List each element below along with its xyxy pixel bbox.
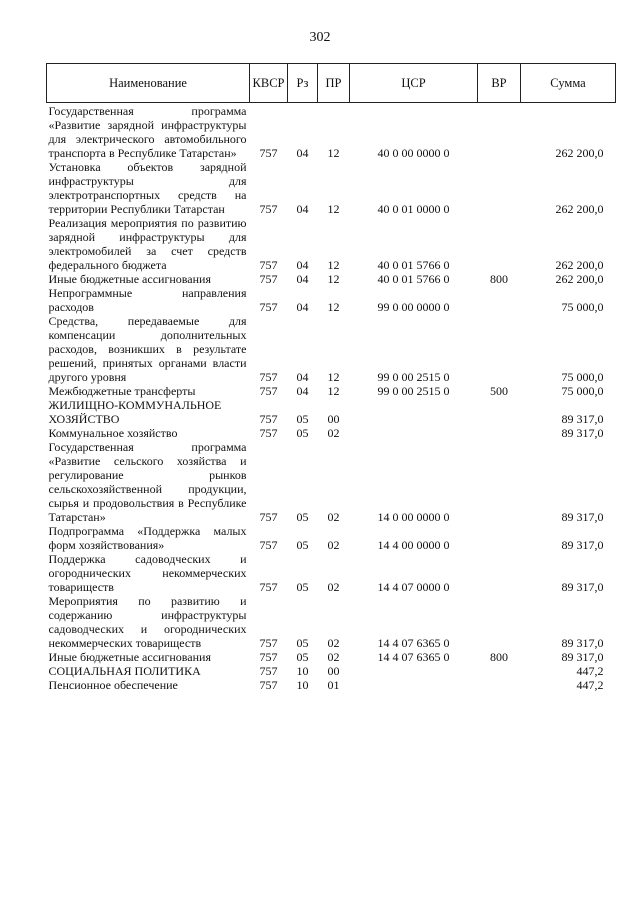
row-vr bbox=[478, 160, 521, 216]
row-csr: 40 0 00 0000 0 bbox=[377, 146, 450, 160]
row-kvsr: 757 bbox=[259, 510, 278, 524]
row-rz: 05 bbox=[296, 636, 309, 650]
row-sum: 89 317,0 bbox=[561, 510, 604, 524]
table-header bbox=[47, 64, 616, 103]
row-csr: 14 4 07 6365 0 bbox=[377, 650, 450, 664]
row-rz: 04 bbox=[296, 146, 309, 160]
row-vr bbox=[478, 426, 521, 440]
row-pr: 12 bbox=[327, 272, 340, 286]
row-name: Реализация мероприятия по развитию зарядной инфраструктуры для электромобилей за счет средств федерального бюджета bbox=[48, 216, 247, 272]
row-name: Пенсионное обеспечение bbox=[48, 678, 178, 692]
row-rz: 05 bbox=[296, 580, 309, 594]
row-name: Подпрограмма «Поддержка малых форм хозяйствования» bbox=[48, 524, 247, 552]
row-pr: 02 bbox=[327, 510, 340, 524]
row-sum: 89 317,0 bbox=[561, 580, 604, 594]
table-row bbox=[47, 664, 616, 678]
row-vr bbox=[478, 216, 521, 272]
row-rz: 05 bbox=[296, 426, 309, 440]
row-csr bbox=[350, 426, 478, 440]
row-pr: 12 bbox=[327, 300, 340, 314]
row-rz: 10 bbox=[296, 678, 309, 692]
row-name: Государственная программа «Развитие сельского хозяйства и регулирование рынков сельскохозяйственной продукции, сырья и продовольствия в Республике Татарстан» bbox=[48, 440, 247, 524]
table-row bbox=[47, 286, 616, 314]
row-name: Непрограммные направления расходов bbox=[48, 286, 247, 314]
row-vr bbox=[478, 398, 521, 426]
row-kvsr: 757 bbox=[259, 426, 278, 440]
row-sum: 262 200,0 bbox=[555, 258, 604, 272]
row-csr bbox=[350, 398, 478, 426]
table-row bbox=[47, 398, 616, 426]
row-rz: 04 bbox=[296, 272, 309, 286]
row-vr bbox=[478, 678, 521, 692]
row-csr: 14 4 07 0000 0 bbox=[377, 580, 450, 594]
header-sum: Сумма bbox=[521, 64, 616, 103]
row-csr: 99 0 00 2515 0 bbox=[377, 370, 450, 384]
table-row bbox=[47, 552, 616, 594]
table-row bbox=[47, 103, 616, 161]
row-sum: 447,2 bbox=[576, 664, 604, 678]
table-row bbox=[47, 160, 616, 216]
row-rz: 05 bbox=[296, 538, 309, 552]
row-name: Иные бюджетные ассигнования bbox=[48, 272, 211, 286]
row-pr: 12 bbox=[327, 258, 340, 272]
page-number: 302 bbox=[309, 30, 331, 45]
row-name: СОЦИАЛЬНАЯ ПОЛИТИКА bbox=[48, 664, 201, 678]
header-row bbox=[47, 64, 616, 103]
row-name: Средства, передаваемые для компенсации дополнительных расходов, возникших в результате решений, принятых органами власти другого уровня bbox=[48, 314, 247, 384]
row-sum: 75 000,0 bbox=[561, 300, 604, 314]
row-rz: 04 bbox=[296, 300, 309, 314]
row-name: ЖИЛИЩНО-КОММУНАЛЬНОЕ ХОЗЯЙСТВО bbox=[48, 398, 222, 426]
row-csr: 99 0 00 2515 0 bbox=[377, 384, 450, 398]
budget-table bbox=[46, 63, 616, 692]
table-row bbox=[47, 524, 616, 552]
row-pr: 01 bbox=[327, 678, 340, 692]
row-vr: 800 bbox=[490, 650, 508, 664]
row-pr: 12 bbox=[327, 202, 340, 216]
row-csr bbox=[350, 678, 478, 692]
row-rz: 04 bbox=[296, 258, 309, 272]
row-kvsr: 757 bbox=[259, 580, 278, 594]
row-sum: 89 317,0 bbox=[561, 636, 604, 650]
row-sum: 89 317,0 bbox=[561, 412, 604, 426]
row-rz: 04 bbox=[296, 384, 309, 398]
row-csr: 40 0 01 5766 0 bbox=[377, 258, 450, 272]
table-row bbox=[47, 594, 616, 650]
row-kvsr: 757 bbox=[259, 202, 278, 216]
row-vr bbox=[478, 440, 521, 524]
row-kvsr: 757 bbox=[259, 538, 278, 552]
row-rz: 05 bbox=[296, 650, 309, 664]
table-row bbox=[47, 440, 616, 524]
row-kvsr: 757 bbox=[259, 678, 278, 692]
table-row bbox=[47, 678, 616, 692]
row-pr: 02 bbox=[327, 538, 340, 552]
header-name: Наименование bbox=[47, 64, 250, 103]
row-pr: 00 bbox=[327, 412, 340, 426]
row-kvsr: 757 bbox=[259, 258, 278, 272]
row-sum: 75 000,0 bbox=[561, 370, 604, 384]
row-rz: 04 bbox=[296, 370, 309, 384]
row-name: Установка объектов зарядной инфраструктуры для электротранспортных средств на территории Республики Татарстан bbox=[48, 160, 247, 216]
row-vr bbox=[478, 524, 521, 552]
row-name: Межбюджетные трансферты bbox=[48, 384, 196, 398]
row-kvsr: 757 bbox=[259, 412, 278, 426]
table-body bbox=[47, 103, 616, 693]
header-kvsr: КВСР bbox=[250, 64, 288, 103]
row-vr bbox=[478, 552, 521, 594]
row-rz: 04 bbox=[296, 202, 309, 216]
header-rz: Рз bbox=[288, 64, 318, 103]
row-kvsr: 757 bbox=[259, 146, 278, 160]
row-pr: 12 bbox=[327, 146, 340, 160]
row-sum: 89 317,0 bbox=[561, 538, 604, 552]
table-row bbox=[47, 650, 616, 664]
row-sum: 89 317,0 bbox=[561, 650, 604, 664]
row-sum: 447,2 bbox=[576, 678, 604, 692]
header-vr: ВР bbox=[478, 64, 521, 103]
row-rz: 10 bbox=[296, 664, 309, 678]
row-name: Иные бюджетные ассигнования bbox=[48, 650, 211, 664]
row-vr bbox=[478, 314, 521, 384]
row-sum: 262 200,0 bbox=[555, 202, 604, 216]
row-kvsr: 757 bbox=[259, 272, 278, 286]
row-csr: 14 4 07 6365 0 bbox=[377, 636, 450, 650]
row-sum: 75 000,0 bbox=[561, 384, 604, 398]
row-vr bbox=[478, 286, 521, 314]
row-name: Поддержка садоводческих и огороднических некоммерческих товариществ bbox=[48, 552, 247, 594]
row-pr: 02 bbox=[327, 426, 340, 440]
table-row bbox=[47, 384, 616, 398]
row-vr: 800 bbox=[490, 272, 508, 286]
row-csr: 40 0 01 5766 0 bbox=[377, 272, 450, 286]
row-kvsr: 757 bbox=[259, 650, 278, 664]
row-csr: 40 0 01 0000 0 bbox=[377, 202, 450, 216]
row-name: Коммунальное хозяйство bbox=[48, 426, 178, 440]
row-kvsr: 757 bbox=[259, 636, 278, 650]
row-rz: 05 bbox=[296, 510, 309, 524]
header-pr: ПР bbox=[318, 64, 350, 103]
row-kvsr: 757 bbox=[259, 370, 278, 384]
row-kvsr: 757 bbox=[259, 664, 278, 678]
row-rz: 05 bbox=[296, 412, 309, 426]
row-pr: 02 bbox=[327, 580, 340, 594]
row-csr: 14 4 00 0000 0 bbox=[377, 538, 450, 552]
row-vr bbox=[478, 103, 521, 161]
row-pr: 00 bbox=[327, 664, 340, 678]
row-sum: 89 317,0 bbox=[561, 426, 604, 440]
row-vr: 500 bbox=[490, 384, 508, 398]
header-csr: ЦСР bbox=[350, 64, 478, 103]
row-csr bbox=[350, 664, 478, 678]
row-pr: 12 bbox=[327, 370, 340, 384]
row-csr: 14 0 00 0000 0 bbox=[377, 510, 450, 524]
row-pr: 12 bbox=[327, 384, 340, 398]
row-name: Мероприятия по развитию и содержанию инфраструктуры садоводческих и огороднических некоммерческих товариществ bbox=[48, 594, 247, 650]
row-vr bbox=[478, 594, 521, 650]
row-vr bbox=[478, 664, 521, 678]
row-kvsr: 757 bbox=[259, 384, 278, 398]
row-pr: 02 bbox=[327, 650, 340, 664]
table-row bbox=[47, 216, 616, 272]
table-row bbox=[47, 426, 616, 440]
row-sum: 262 200,0 bbox=[555, 146, 604, 160]
row-pr: 02 bbox=[327, 636, 340, 650]
row-name: Государственная программа «Развитие зарядной инфраструктуры для электрического автомобильного транспорта в Республике Татарстан» bbox=[48, 104, 247, 160]
table-row bbox=[47, 272, 616, 286]
table-row bbox=[47, 314, 616, 384]
row-sum: 262 200,0 bbox=[555, 272, 604, 286]
row-csr: 99 0 00 0000 0 bbox=[377, 300, 450, 314]
row-kvsr: 757 bbox=[259, 300, 278, 314]
